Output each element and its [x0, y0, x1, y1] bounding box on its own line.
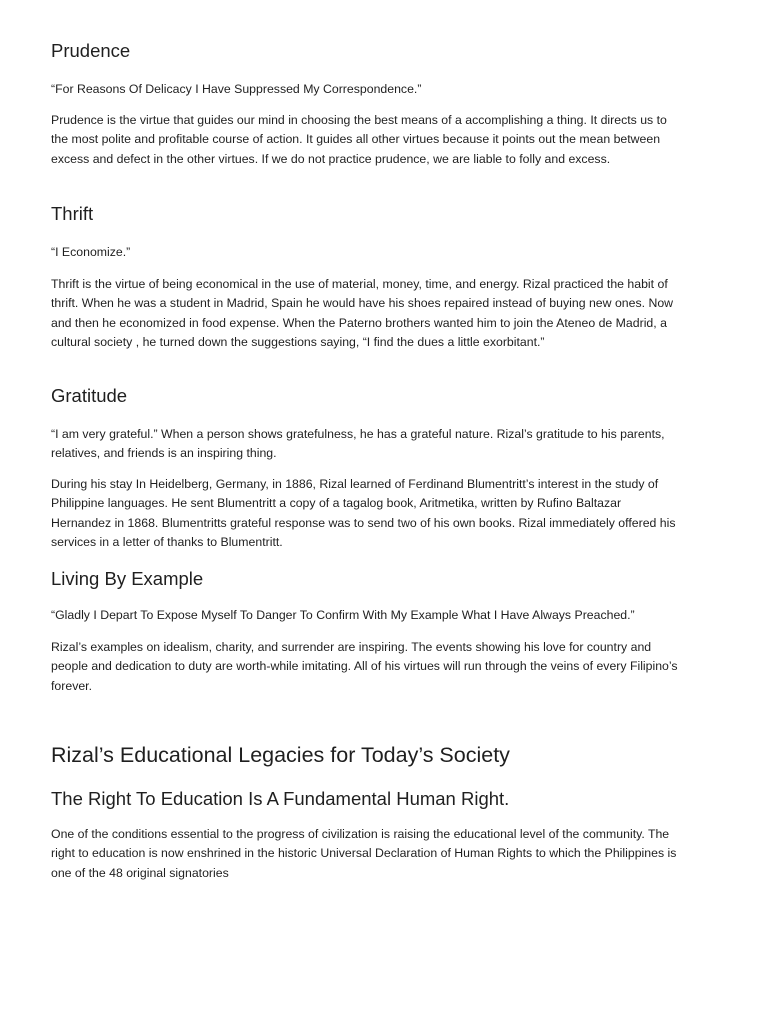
quote-prudence: “For Reasons Of Delicacy I Have Suppressed My Correspondence.”: [51, 82, 422, 96]
quote-thrift: “I Economize.”: [51, 245, 131, 259]
paragraph-prudence: Prudence is the virtue that guides our mind in choosing the best means of a accomplishing a thing. It directs us to the most polite and profitable course of action. It guides all other virtues because it points out the mean between excess and defect in the other virtues. If we do not practice prudence, we are liable to folly and excess.: [51, 113, 667, 166]
heading-gratitude: Gratitude: [51, 385, 128, 406]
heading-thrift: Thrift: [51, 203, 94, 224]
subheading-right-to-education: The Right To Education Is A Fundamental Human Right.: [51, 788, 510, 809]
heading-living-by-example: Living By Example: [51, 568, 204, 589]
paragraph-gratitude: During his stay In Heidelberg, Germany, in 1886, Rizal learned of Ferdinand Blumentritt’s interest in the study of Philippine languages. He sent Blumentritt a copy of a tagalog book, Aritmetika, written by Rufino Baltazar Hernandez in 1868. Blumentritts grateful response was to send two of his own books. Rizal immediately offered his services in a letter of thanks to Blumentritt.: [51, 477, 676, 549]
quote-gratitude: “I am very grateful.” When a person shows gratefulness, he has a grateful nature. Rizal’s gratitude to his parents, relatives, and friends is an inspiring thing.: [51, 427, 665, 461]
heading-prudence: Prudence: [51, 40, 131, 61]
quote-living-by-example: “Gladly I Depart To Expose Myself To Danger To Confirm With My Example What I Have Always Preached.”: [51, 608, 635, 622]
heading-educational-legacies: Rizal’s Educational Legacies for Today’s Society: [51, 743, 510, 767]
paragraph-thrift: Thrift is the virtue of being economical in the use of material, money, time, and energy. Rizal practiced the habit of thrift. When he was a student in Madrid, Spain he would have his shoes repaired instead of buying new ones. Now and then he economized in food expense. When the Paterno brothers wanted him to join the Ateneo de Madrid, a cultural society , he turned down the suggestions saying, “I find the dues a little exorbitant.”: [51, 277, 674, 349]
paragraph-right-to-education: One of the conditions essential to the progress of civilization is raising the educational level of the community. The right to education is now enshrined in the historic Universal Declaration of Human Rights to which the Philippines is one of the 48 original signatories: [51, 827, 677, 880]
paragraph-living-by-example: Rizal’s examples on idealism, charity, and surrender are inspiring. The events showing his love for country and people and dedication to duty are worth-while imitating. All of his virtues will run through the veins of every Filipino’s forever.: [51, 640, 678, 693]
